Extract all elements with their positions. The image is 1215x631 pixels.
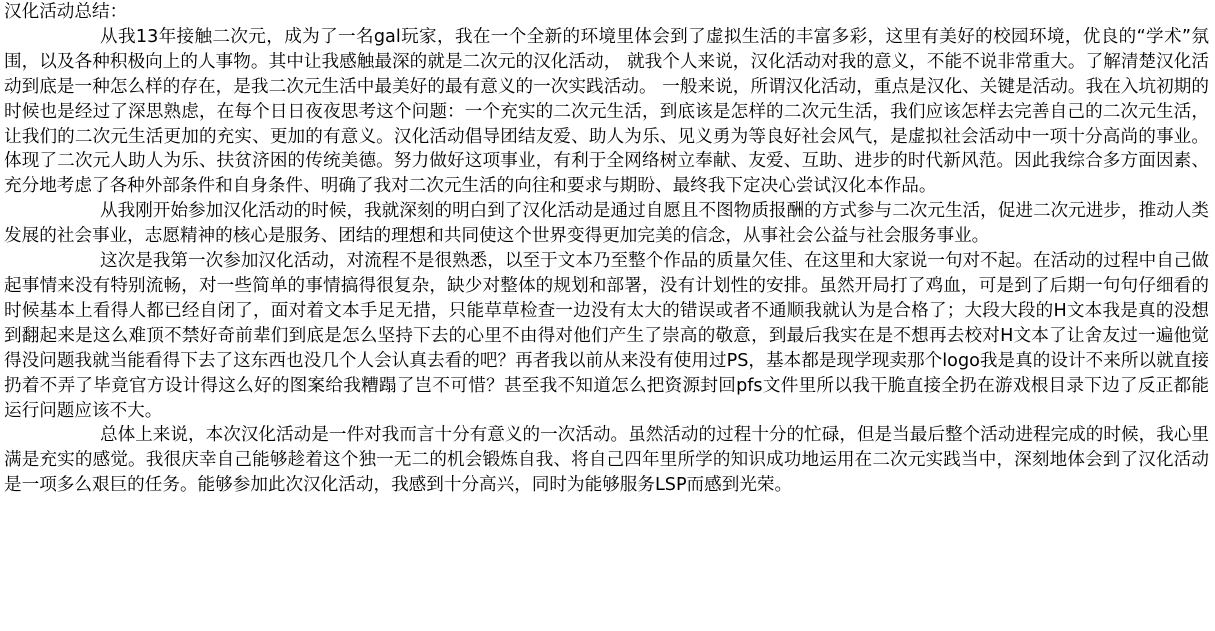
paragraph-intro: 从我13年接触二次元，成为了一名gal玩家，我在一个全新的环境里体会到了虚拟生活的丰富多彩，这里有美好的校园环境，优良的“学术”氛围，以及各种积极向上的人事物。其中让我感触最深的就是二次元的汉化活动， 就我个人来说，汉化活动对我的意义，不能不说非常重大。了解清楚汉化活动到底是一种怎么样的存在，是我二次元生活中最美好的最有意义的一次实践活动。 一般来说，所谓汉化活动，重点是汉化、关键是活动。我在入坑初期的时候也是经过了深思熟虑，在每个日日夜夜思考这个问题：一个充实的二次元生活，到底该是怎样的二次元生活，我们应该怎样去完善自己的二次元生活，让我们的二次元生活更加的充实、更加的有意义。汉化活动倡导团结友爱、助人为乐、见义勇为等良好社会风气，是虚拟社会活动中一项十分高尚的事业。体现了二次元人助人为乐、扶贫济困的传统美德。努力做好这项事业，有利于全网络树立奉献、友爱、互助、进步的时代新风范。因此我综合多方面因素、充分地考虑了各种外部条件和自身条件、明确了我对二次元生活的向往和要求与期盼、最终我下定决心尝试汉化本作品。 — [4, 26, 1209, 197]
document-body — [4, 0, 1209, 498]
paragraph-first-participation: 这次是我第一次参加汉化活动，对流程不是很熟悉，以至于文本乃至整个作品的质量欠佳、在这里和大家说一句对不起。在活动的过程中自己做起事情来没有特别流畅，对一些简单的事情搞得很复杂，缺少对整体的规划和部署，没有计划性的安排。虽然开局打了鸡血，可是到了后期一句句仔细看的时候基本上看得人都已经自闭了，面对着文本手足无措，只能草草检查一边没有太大的错误或者不通顺我就认为是合格了；大段大段的H文本我是真的没想到翻起来是这么难顶不禁好奇前辈们到底是怎么坚持下去的心里不由得对他们产生了崇高的敬意，到最后我实在是不想再去校对H文本了让舍友过一遍他觉得没问题我就当能看得下去了这东西也没几个人会认真去看的吧？再者我以前从来没有使用过PS，基本都是现学现卖那个logo我是真的设计不来所以就直接扔着不弄了毕竟官方设计得这么好的图案给我糟蹋了岂不可惜？甚至我不知道怎么把资源封回pfs文件里所以我干脆直接全扔在游戏根目录下边了反正都能运行问题应该不大。 — [4, 251, 1209, 421]
document-title: 汉化活动总结： — [4, 2, 128, 22]
paragraph-volunteer-spirit: 从我刚开始参加汉化活动的时候，我就深刻的明白到了汉化活动是通过自愿且不图物质报酬的方式参与二次元生活，促进二次元进步，推动人类发展的社会事业，志愿精神的核心是服务、团结的理想和共同使这个世界变得更加完美的信念，从事社会公益与社会服务事业。 — [4, 201, 1209, 247]
paragraph-conclusion: 总体上来说，本次汉化活动是一件对我而言十分有意义的一次活动。虽然活动的过程十分的忙碌，但是当最后整个活动进程完成的时候，我心里满是充实的感觉。我很庆幸自己能够趁着这个独一无二的机会锻炼自我、将自己四年里所学的知识成功地运用在二次元实践当中，深刻地体会到了汉化活动是一项多么艰巨的任务。能够参加此次汉化活动，我感到十分高兴，同时为能够服务LSP而感到光荣。 — [4, 425, 1209, 496]
